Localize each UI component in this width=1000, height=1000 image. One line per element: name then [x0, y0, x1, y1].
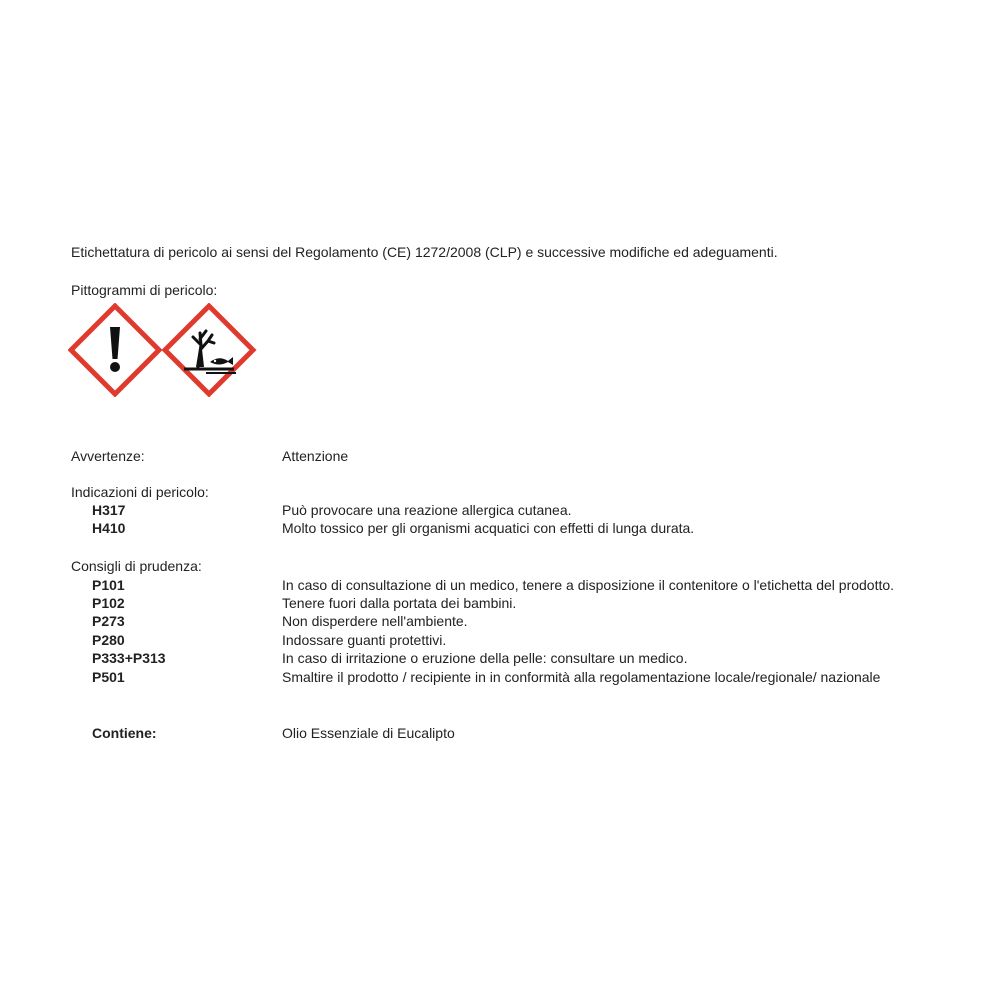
- precaution-heading: Consigli di prudenza:: [71, 558, 202, 574]
- precaution-text: In caso di consultazione di un medico, tenere a disposizione il contenitore o l'etichetta del prodotto.: [282, 577, 895, 593]
- contains-label: Contiene:: [92, 725, 157, 741]
- precaution-text: In caso di irritazione o eruzione della pelle: consultare un medico.: [282, 650, 688, 666]
- hazard-code: H317: [92, 502, 126, 518]
- label-intro: Etichettatura di pericolo ai sensi del Regolamento (CE) 1272/2008 (CLP) e successive modifiche ed adeguamenti.: [71, 244, 778, 260]
- environment-hazard-icon: [165, 306, 253, 394]
- precaution-code: P280: [92, 632, 125, 648]
- contains-value: Olio Essenziale di Eucalipto: [282, 725, 455, 741]
- hazard-text: Può provocare una reazione allergica cutanea.: [282, 502, 572, 518]
- hazard-heading: Indicazioni di pericolo:: [71, 484, 209, 500]
- pictograms-svg: [68, 303, 258, 397]
- hazard-text: Molto tossico per gli organismi acquatici con effetti di lunga durata.: [282, 520, 695, 536]
- precaution-code: P333+P313: [92, 650, 166, 666]
- precaution-text: Smaltire il prodotto / recipiente in in conformità alla regolamentazione locale/regionale/ nazionale: [282, 669, 881, 685]
- pictograms: [68, 303, 258, 397]
- precaution-text: Indossare guanti protettivi.: [282, 632, 447, 648]
- precaution-code: P501: [92, 669, 125, 685]
- hazard-code: H410: [92, 520, 126, 536]
- precaution-text: Tenere fuori dalla portata dei bambini.: [282, 595, 517, 611]
- precaution-code: P102: [92, 595, 125, 611]
- precaution-code: P101: [92, 577, 125, 593]
- precaution-text: Non disperdere nell'ambiente.: [282, 613, 468, 629]
- exclamation-mark-icon: [71, 306, 159, 394]
- signal-word: Attenzione: [282, 448, 349, 464]
- precaution-code: P273: [92, 613, 125, 629]
- signal-word-label: Avvertenze:: [71, 448, 145, 464]
- pictograms-heading: Pittogrammi di pericolo:: [71, 282, 218, 298]
